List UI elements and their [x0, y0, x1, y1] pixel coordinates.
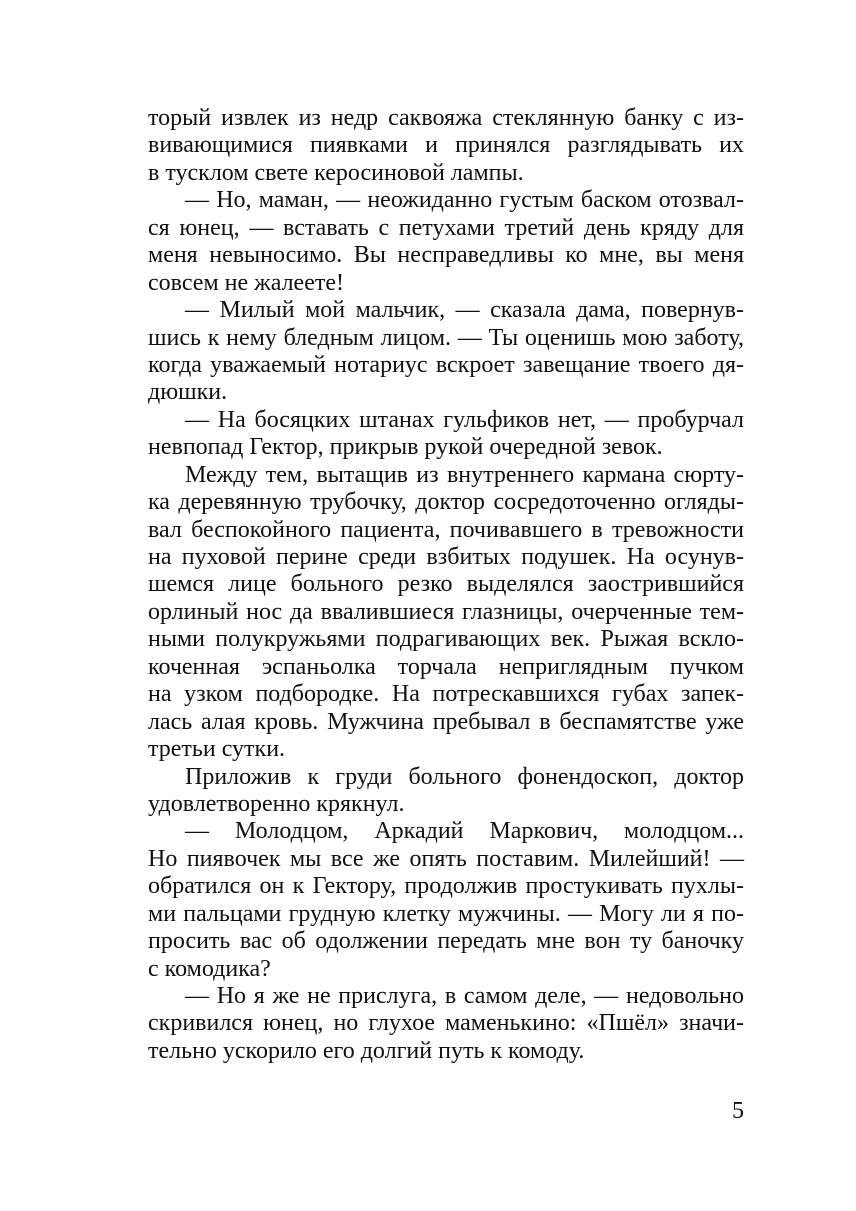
text-line: меня невыносимо. Вы несправедливы ко мне, вы меня	[148, 242, 744, 269]
text-line: удовлетворенно крякнул.	[148, 790, 405, 817]
text-line: — Но я же не прислуга, в самом деле, — недовольно	[185, 983, 744, 1009]
text-line: Между тем, вытащив из внутреннего кармана сюрту-	[185, 461, 744, 488]
text-line: Приложив к груди больного фонендоскоп, доктор	[185, 763, 744, 790]
paragraph	[148, 407, 744, 462]
text-line: невпопад Гектор, прикрыв рукой очередной зевок.	[148, 434, 663, 461]
paragraph	[148, 105, 744, 187]
text-line: Но пиявочек мы все же опять поставим. Милейший! —	[148, 845, 744, 872]
text-line: вал беспокойного пациента, почивавшего в тревожности	[148, 516, 744, 543]
text-line: — Милый мой мальчик, — сказала дама, повернув-	[185, 297, 744, 324]
text-line: скривился юнец, но глухое маменькино: «Пшёл» значи-	[148, 1010, 744, 1037]
text-line: с комодика?	[148, 955, 271, 982]
text-line: вивающимися пиявками и принялся разглядывать их	[148, 132, 744, 159]
text-line: просить вас об одолжении передать мне вон ту баночку	[148, 928, 744, 955]
text-line: шемся лице больного резко выделялся заострившийся	[148, 571, 744, 598]
text-line: дюшки.	[148, 379, 228, 406]
paragraph	[148, 983, 744, 1065]
paragraph	[148, 187, 744, 297]
paragraph	[148, 818, 744, 983]
text-line: ми пальцами грудную клетку мужчины. — Могу ли я по-	[148, 900, 744, 927]
text-line: в тусклом свете керосиновой лампы.	[148, 159, 524, 186]
text-line: — Но, маман, — неожиданно густым баском отозвал-	[185, 187, 744, 214]
paragraph	[148, 297, 744, 407]
text-line: совсем не жалеете!	[148, 269, 344, 296]
text-line: на узком подбородке. На потрескавшихся губах запек-	[148, 681, 744, 708]
text-line: ными полукружьями подрагивающих век. Рыжая вскло-	[148, 626, 744, 653]
paragraph	[148, 764, 744, 819]
page-body-text	[148, 105, 744, 1065]
text-line: когда уважаемый нотариус вскроет завещание твоего дя-	[148, 351, 744, 378]
page-number: 5	[732, 1098, 744, 1124]
paragraph	[148, 462, 744, 764]
text-line: коченная эспаньолка торчала неприглядным пучком	[148, 653, 744, 680]
text-line: орлиный нос да ввалившиеся глазницы, очерченные тем-	[148, 598, 744, 625]
text-line: торый извлек из недр саквояжа стеклянную банку с из-	[148, 105, 744, 131]
text-line: шись к нему бледным лицом. — Ты оценишь мою заботу,	[148, 324, 744, 351]
text-line: — Молодцом, Аркадий Маркович, молодцом...	[185, 818, 744, 845]
text-line: тельно ускорило его долгий путь к комоду.	[148, 1037, 585, 1064]
text-line: — На босяцких штанах гульфиков нет, — пробурчал	[185, 406, 744, 433]
text-line: ся юнец, — вставать с петухами третий день кряду для	[148, 214, 744, 241]
text-line: третьи сутки.	[148, 736, 286, 763]
text-line: ка деревянную трубочку, доктор сосредоточенно огляды-	[148, 489, 744, 516]
text-line: обратился он к Гектору, продолжив простукивать пухлы-	[148, 873, 744, 900]
text-line: лась алая кровь. Мужчина пребывал в беспамятстве уже	[148, 708, 744, 735]
text-line: на пуховой перине среди взбитых подушек. На осунув-	[148, 544, 744, 570]
